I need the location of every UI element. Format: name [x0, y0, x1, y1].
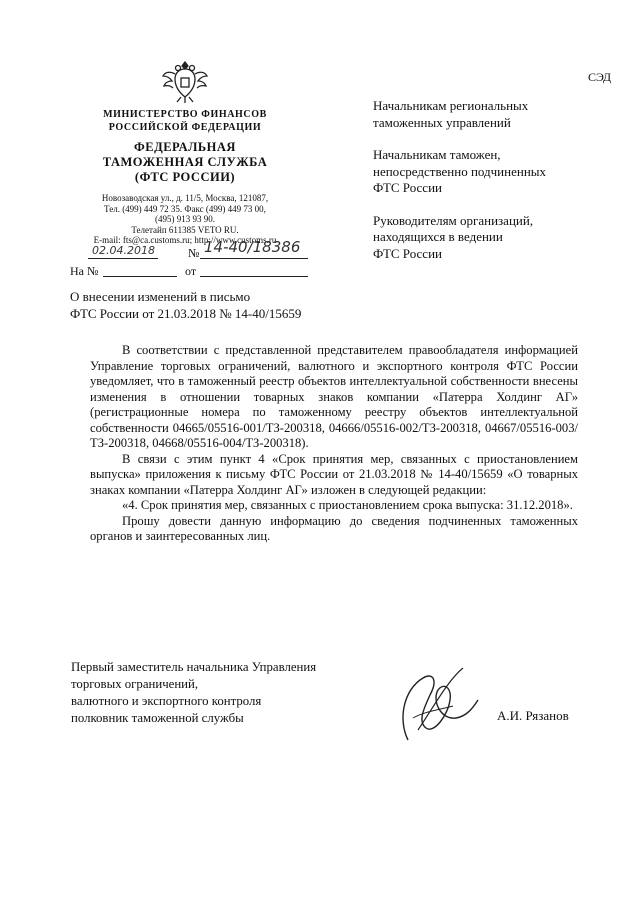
letter-body: [90, 343, 578, 545]
handwritten-signature-icon: [378, 660, 488, 750]
body-paragraph: «4. Срок принятия мер, связанных с приостановлением срока выпуска: 31.12.2018».: [122, 498, 573, 512]
addressee-regional-departments: Начальникам региональных таможенных управлений: [373, 98, 529, 130]
signatory-title: Первый заместитель начальника Управления торговых ограничений, валютного и экспортного контроля полковник таможенной службы: [71, 660, 317, 725]
service-name: ФЕДЕРАЛЬНАЯ ТАМОЖЕННАЯ СЛУЖБА (ФТС РОССИИ): [102, 140, 268, 184]
body-paragraph: В связи с этим пункт 4 «Срок принятия мер, связанных с приостановлением выпуска» приложения к письму ФТС России от 21.03.2018 № 14-40/15659 «О товарных знаках компании «Патерра Холдинг АГ» изложен в следующей редакции:: [90, 451, 578, 497]
ministry-name: МИНИСТЕРСТВО ФИНАНСОВ РОССИЙСКОЙ ФЕДЕРАЦИИ: [103, 109, 267, 133]
contact-details: Новозаводская ул., д. 11/5, Москва, 121087, Тел. (499) 449 72 35. Факс (499) 449 73 00, (495) 913 93 90. Телетайп 611385 VETO RU. E-mail: fts@ca.customs.ru; http://www.customs.ru: [93, 193, 277, 245]
number-underline: [200, 258, 308, 259]
from-underline: [200, 276, 308, 277]
letterhead: [60, 108, 310, 246]
date-underline: [88, 258, 158, 259]
registration-date: 02.04.2018: [92, 244, 155, 257]
reply-label: На №: [70, 264, 99, 278]
number-sign: №: [188, 246, 200, 260]
letter-subject: О внесении изменений в письмо ФТС России от 21.03.2018 № 14-40/15659: [70, 289, 302, 321]
body-paragraph: В соответствии с представленной представителем правообладателя информацией Управление торговых ограничений, валютного и экспортного контроля ФТС России уведомляет, что в таможенный реестр объектов интеллектуальной собственности внесены изменения в отношении товарных знаков компании «Патерра Холдинг АГ» (регистрационные номера по таможенному реестру объектов интеллектуальной собственности 04665/05516-001/ТЗ-200318, 04666/05516-002/ТЗ-200318, 04667/05516-003/ТЗ-200318, 04668/05516-004/ТЗ-200318).: [90, 343, 578, 450]
russian-coat-of-arms-icon: [160, 56, 210, 106]
body-paragraph: Прошу довести данную информацию до сведения подчиненных таможенных органов и заинтересованных лиц.: [90, 513, 578, 543]
signatory-name: А.И. Рязанов: [497, 708, 569, 723]
sed-mark: СЭД: [588, 70, 612, 84]
reply-underline: [103, 276, 177, 277]
addressee-customs-heads: Начальникам таможен, непосредственно подчиненных ФТС России: [373, 147, 547, 195]
registration-number: 14-40/18386: [204, 238, 301, 256]
addressees: [373, 98, 603, 278]
from-label: от: [185, 264, 197, 278]
addressee-organizations: Руководителям организаций, находящихся в ведении ФТС России: [373, 212, 534, 261]
